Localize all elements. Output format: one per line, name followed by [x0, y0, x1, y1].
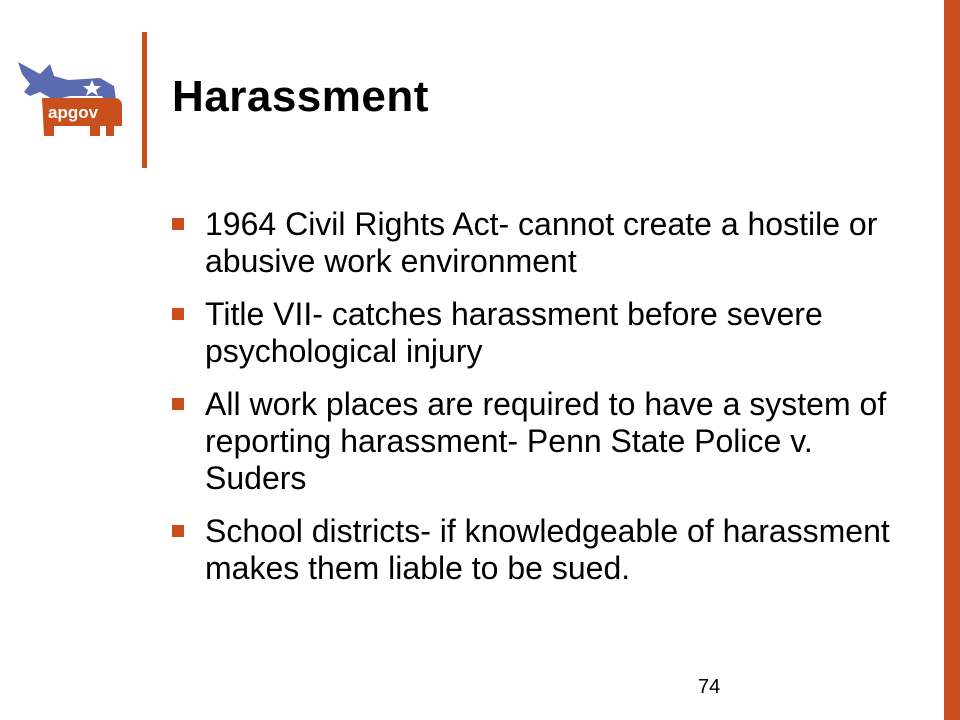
bullet-list [172, 206, 912, 603]
list-item [172, 386, 912, 497]
square-bullet-icon [172, 525, 184, 537]
square-bullet-icon [172, 308, 184, 320]
title-divider [142, 32, 147, 168]
bullet-text: All work places are required to have a system of reporting harassment- Penn State Police v. Suders [205, 386, 887, 496]
right-accent-bar [944, 0, 960, 720]
list-item [172, 206, 912, 280]
bullet-text: 1964 Civil Rights Act- cannot create a hostile or abusive work environment [205, 206, 878, 279]
square-bullet-icon [172, 398, 184, 410]
page-title: Harassment [172, 72, 429, 121]
list-item [172, 513, 912, 587]
bullet-text: School districts- if knowledgeable of harassment makes them liable to be sued. [205, 513, 890, 586]
list-item [172, 296, 912, 370]
apgov-logo [10, 52, 128, 148]
bullet-text: Title VII- catches harassment before severe psychological injury [205, 296, 823, 369]
square-bullet-icon [172, 218, 184, 230]
logo-text: apgov [48, 103, 99, 122]
page-number: 74 [698, 676, 721, 698]
